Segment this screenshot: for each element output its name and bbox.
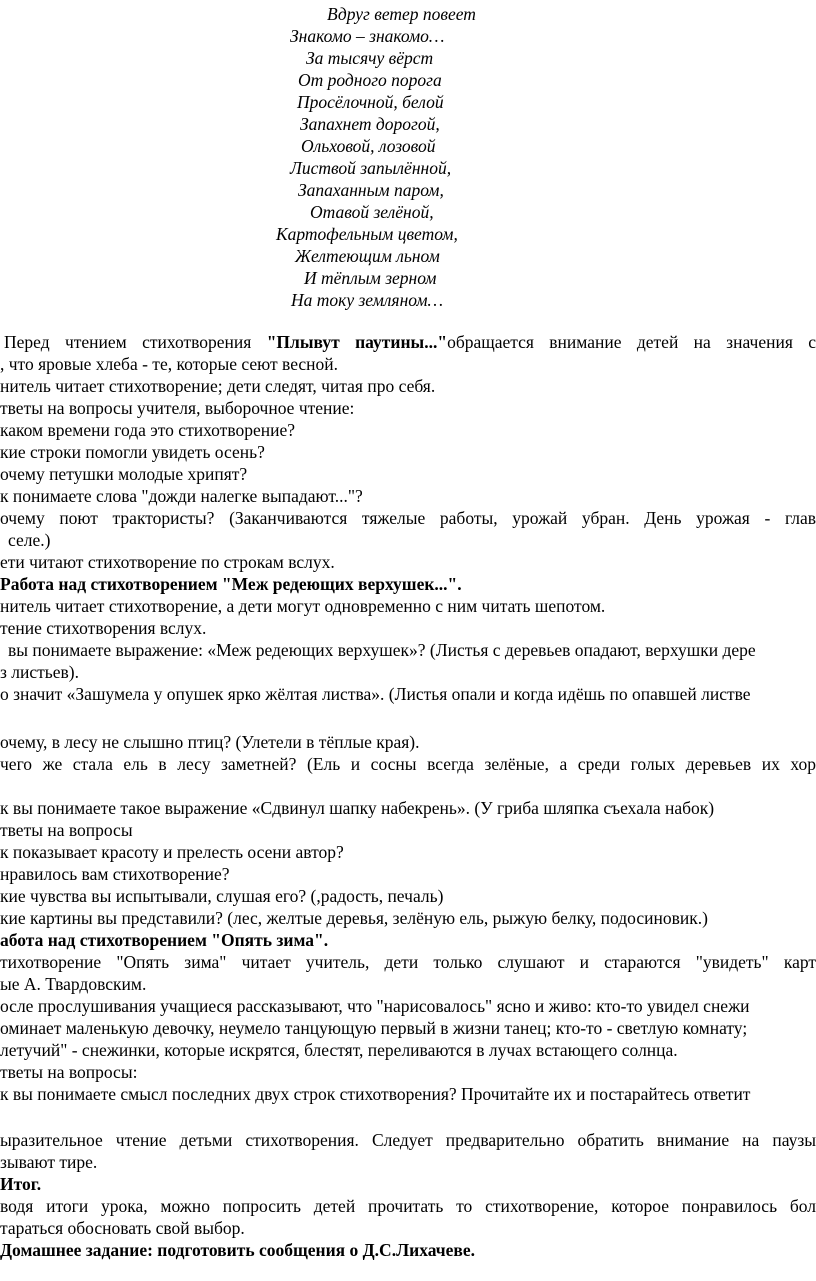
text-line: водя итоги урока, можно попросить детей прочитать то стихотворение, которое понравилось бол [0,1196,816,1216]
text-line: к показывает красоту и прелесть осени автор? [0,842,344,862]
poem-line: Отавой зелёной, [310,202,434,222]
section-heading: абота над стихотворением "Опять зима". [0,930,329,950]
text-line: тихотворение "Опять зима" читает учитель, дети только слушают и стараются "увидеть" карт [0,952,816,972]
poem-line: Картофельным цветом, [276,224,458,244]
text-line: , что яровые хлеба - те, которые сеют весной. [0,354,339,374]
text-line: тветы на вопросы учителя, выборочное чтение: [0,398,355,418]
text-line: очему, в лесу не слышно птиц? (Улетели в тёплые края). [0,732,420,752]
poem-line: За тысячу вёрст [306,48,434,68]
section-heading: Домашнее задание: подготовить сообщения о Д.С.Лихачеве. [0,1240,475,1260]
text-line: каком времени года это стихотворение? [0,420,296,440]
poem-line: Просёлочной, белой [297,92,444,112]
text-line: к вы понимаете смысл последних двух строк стихотворения? Прочитайте их и постарайтесь ответит [0,1084,751,1104]
text-line: Перед чтением стихотворения "Плывут паутины..."обращается внимание детей на значения с [4,332,816,352]
poem-line: Желтеющим льном [295,246,440,266]
poem-line: Ольховой, лозовой [301,136,436,156]
section-heading: Работа над стихотворением "Меж редеющих верхушек...". [0,574,462,594]
text-line: кие строки помогли увидеть осень? [0,442,265,462]
text-line: селе.) [8,530,51,550]
text-line: к вы понимаете такое выражение «Сдвинул шапку набекрень». (У гриба шляпка съехала набок) [0,798,715,818]
poem-line: От родного порога [298,70,442,90]
text-line: кие картины вы представили? (лес, желтые деревья, зелёную ель, рыжую белку, подосиновик.) [0,908,708,928]
text-line: оминает маленькую девочку, неумело танцующую первый в жизни танец; кто-то - светлую комнату; [0,1018,748,1038]
text-line: вы понимаете выражение: «Меж редеющих верхушек»? (Листья с деревьев опадают, верхушки дере [8,640,756,660]
text-line: тветы на вопросы [0,820,133,840]
poem-line: Вдруг ветер повеет [327,4,476,24]
text-line: ети читают стихотворение по строкам вслух. [0,552,335,572]
poem-line: Знакомо – знакомо… [290,26,445,46]
text-line: зывают тире. [0,1152,98,1172]
text-line: кие чувства вы испытывали, слушая его? (,радость, печаль) [0,886,444,906]
text-line: к понимаете слова "дожди налегке выпадают..."? [0,486,363,506]
text-line: осле прослушивания учащиеся рассказывают, что "нарисовалось" ясно и живо: кто-то увидел снежи [0,996,750,1016]
text-line: о значит «Зашумела у опушек ярко жёлтая листва». (Листья опали и когда идёшь по опавшей листве [0,684,751,704]
text-line: тение стихотворения вслух. [0,618,207,638]
poem-line: Запахнет дорогой, [300,114,440,134]
text-line: нитель читает стихотворение; дети следят, читая про себя. [0,376,436,396]
text-line: тветы на вопросы: [0,1062,138,1082]
text-line: нитель читает стихотворение, а дети могут одновременно с ним читать шепотом. [0,596,606,616]
poem-line: Запаханным паром, [298,180,444,200]
section-heading: Итог. [0,1174,42,1194]
text-line: ые А. Твардовским. [0,974,147,994]
poem-line: Листвой запылённой, [290,158,452,178]
text-line: чего же стала ель в лесу заметней? (Ель и сосны всегда зелёные, а среди голых деревьев их хор [0,754,816,774]
text-line: нравилось вам стихотворение? [0,864,230,884]
text-line: тараться обосновать свой выбор. [0,1218,245,1238]
text-line: очему петушки молодые хрипят? [0,464,248,484]
text-line: ыразительное чтение детьми стихотворения. Следует предварительно обратить внимание на паузы [0,1130,816,1150]
text-line: очему поют трактористы? (Заканчиваются тяжелые работы, урожай убран. День урожая - глав [0,508,816,528]
text-line: летучий" - снежинки, которые искрятся, блестят, переливаются в лучах встающего солнца. [0,1040,678,1060]
text-line: з листьев). [0,662,80,682]
poem-line: На току земляном… [291,290,444,310]
poem-line: И тёплым зерном [304,268,437,288]
